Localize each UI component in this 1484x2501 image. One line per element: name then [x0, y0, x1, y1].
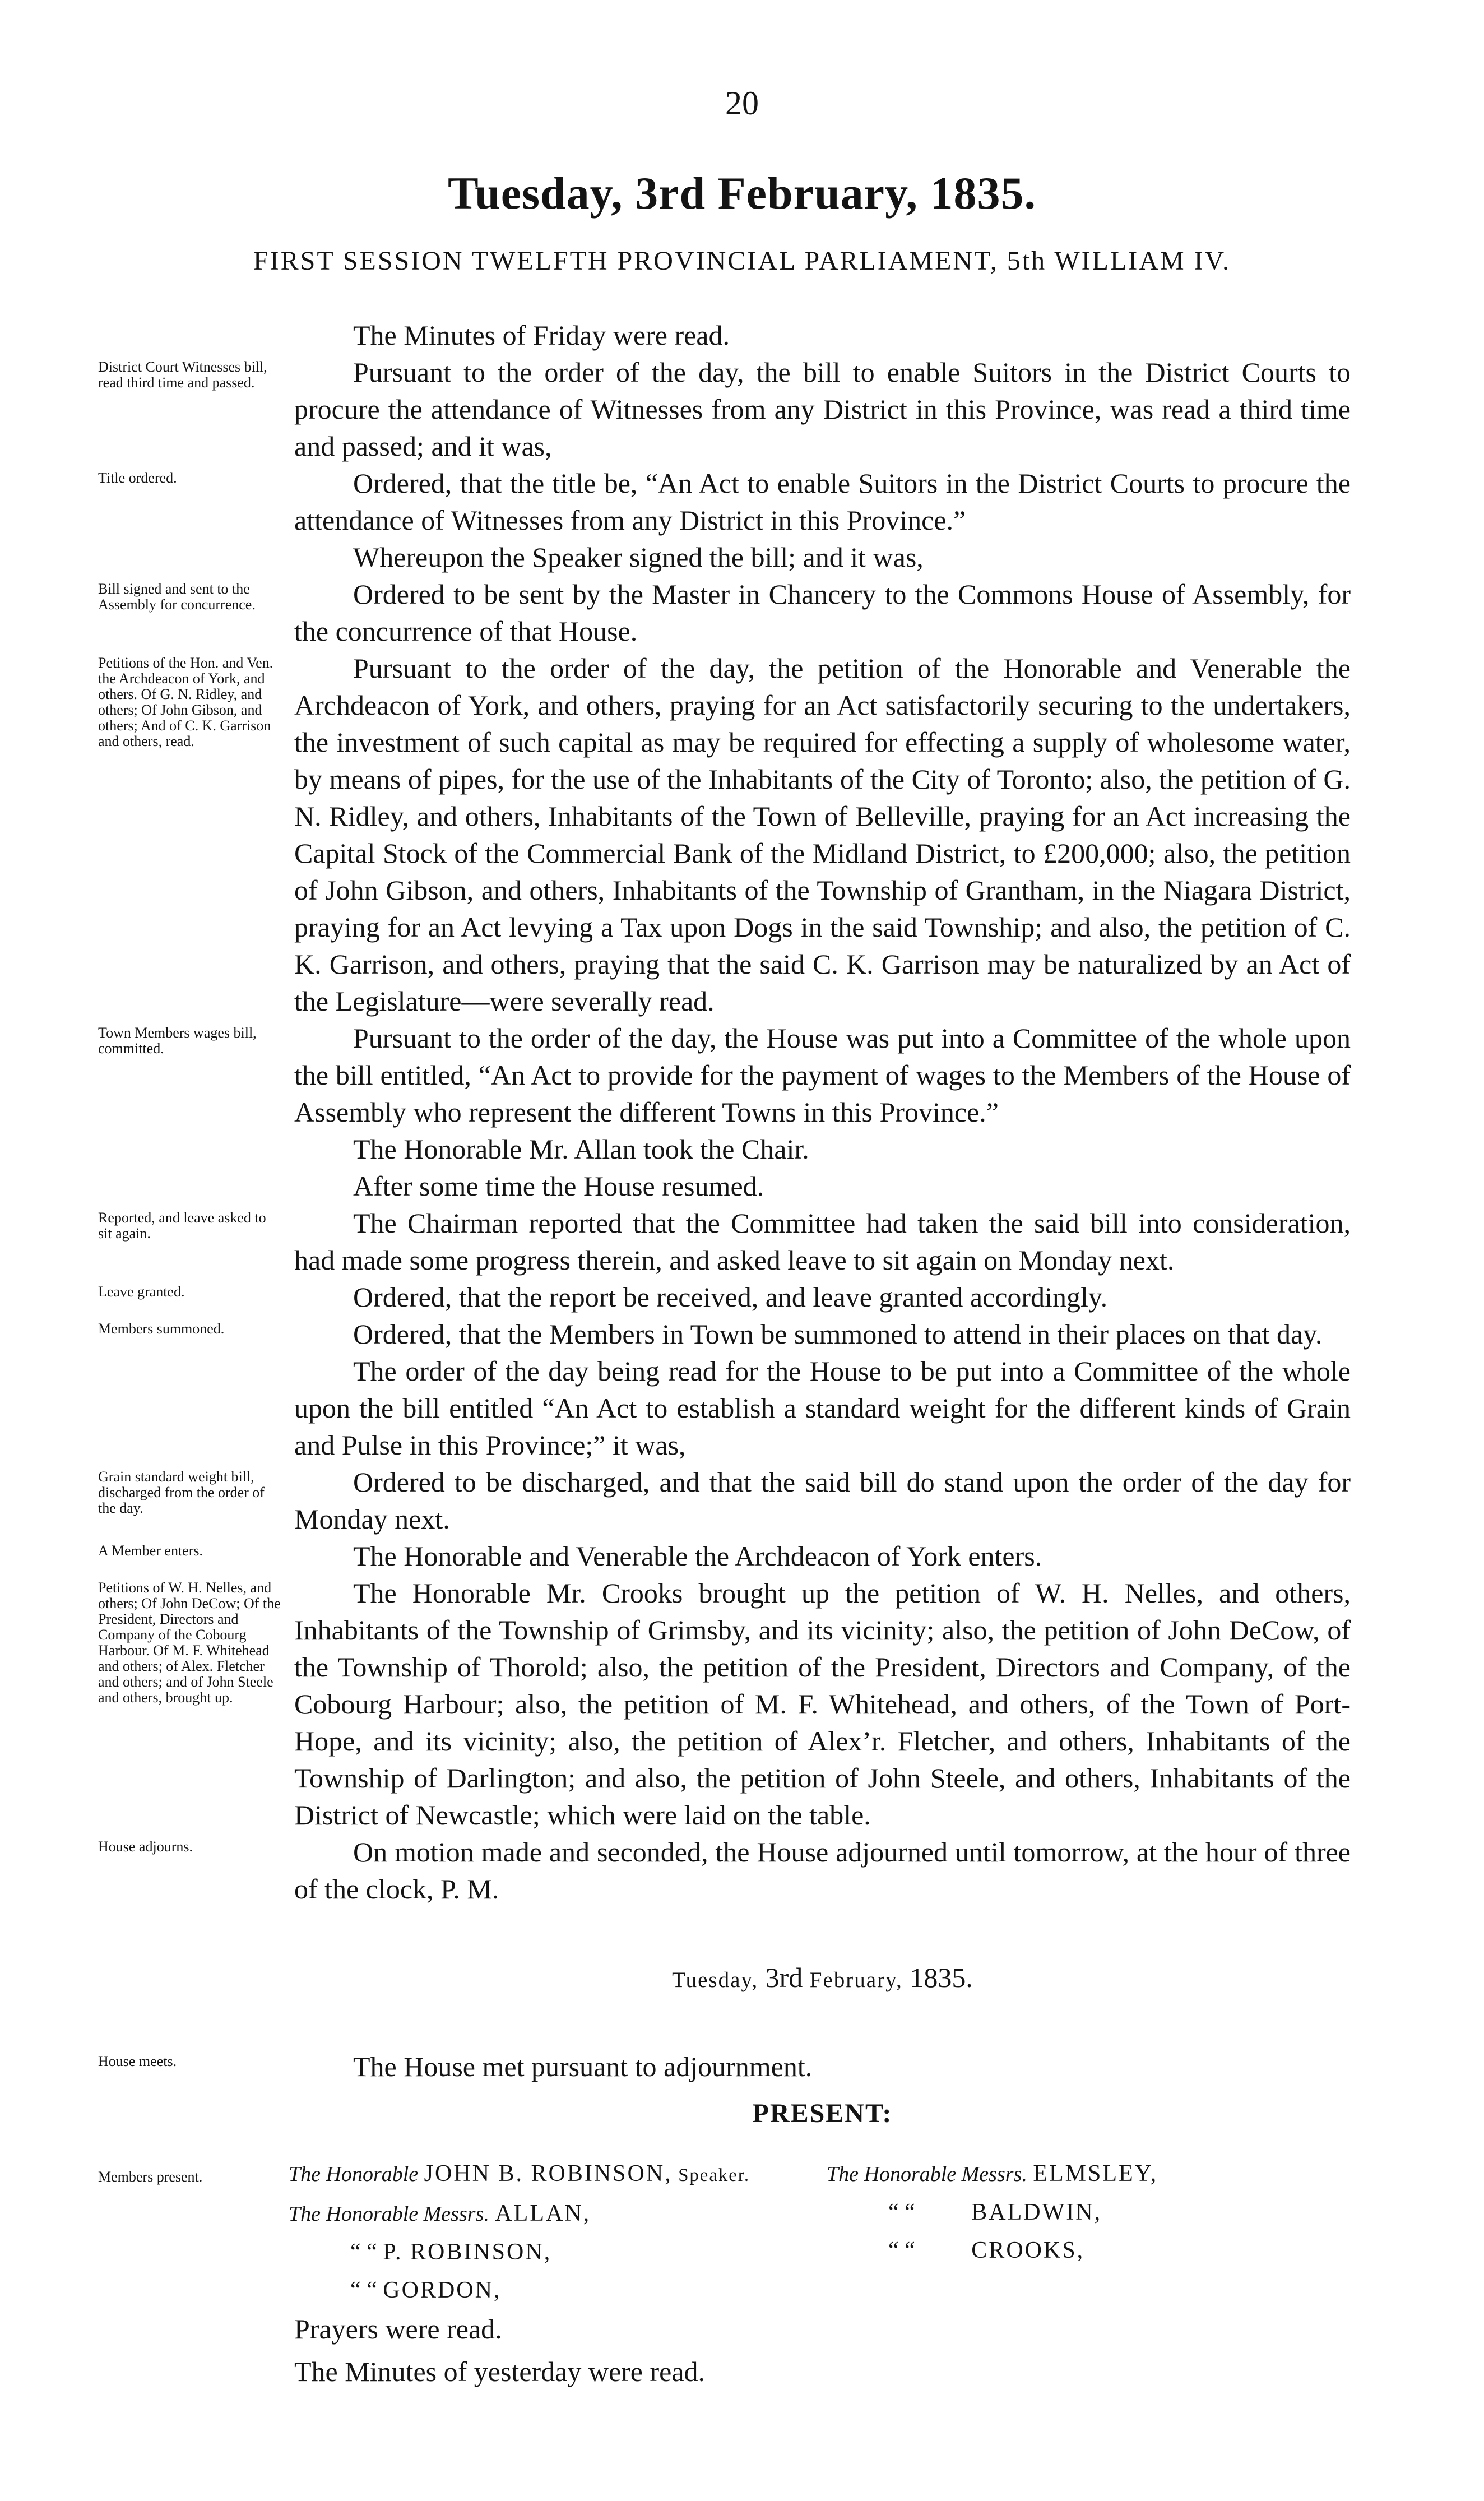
- dateline: [294, 1959, 1351, 1999]
- journal-paragraph: [98, 354, 1351, 465]
- journal-paragraph: [98, 1316, 1351, 1353]
- paragraph-text: The Honorable Mr. Allan took the Chair.: [353, 1133, 809, 1165]
- journal-paragraph: [294, 317, 1351, 354]
- dateline-day: 3rd: [765, 1962, 803, 1993]
- member-row: “ “ GORDON,: [350, 2277, 502, 2303]
- paragraph-text: Ordered, that the report be received, and leave granted accordingly.: [353, 1281, 1108, 1313]
- journal-paragraph: [98, 1833, 1351, 1907]
- member-row: The Honorable Messrs. ALLAN,: [289, 2201, 591, 2226]
- journal-paragraph: [294, 539, 1351, 576]
- margin-note: Title ordered.: [98, 470, 177, 486]
- paragraph-list: [98, 317, 1351, 1907]
- margin-note: Town Members wages bill, committed.: [98, 1025, 257, 1057]
- journal-paragraph: [98, 1205, 1351, 1279]
- members-right-column: [827, 2155, 1158, 2270]
- journal-paragraph: [98, 1537, 1351, 1574]
- journal-paragraph: [98, 1020, 1351, 1131]
- paragraph-text: The Chairman reported that the Committee had taken the said bill into consideration, had made some progress therein, and asked leave to sit again on Monday next.: [294, 1207, 1351, 1276]
- member-row: “ “ BALDWIN,: [888, 2199, 1102, 2225]
- margin-note: District Court Witnesses bill, read third time and passed.: [98, 359, 267, 391]
- paragraph-text: The House met pursuant to adjournment.: [353, 2051, 813, 2082]
- margin-note: Petitions of the Hon. and Ven. the Archdeacon of York, and others. Of G. N. Ridley, and others; Of John Gibson, and others; And of C. K. Garrison and others, read.: [98, 655, 273, 749]
- members-present-list: [98, 2155, 1351, 2303]
- members-left-column: [289, 2155, 750, 2309]
- margin-note: Members present.: [98, 2169, 203, 2185]
- journal-paragraph: [294, 1353, 1351, 1463]
- paragraph-text: The order of the day being read for the House to be put into a Committee of the whole upon the bill entitled “An Act to establish a standard weight for the different kinds of Grain and Pulse in this Province;” it was,: [294, 1355, 1351, 1461]
- paragraph-text: Pursuant to the order of the day, the petition of the Honorable and Venerable the Archdeacon of York, and others, praying for an Act satisfactorily securing to the undertakers, the investment of such capital as may be required for effecting a supply of wholesome water, by means of pipes, for the use of the Inhabitants of the City of Toronto; also, the petition of G. N. Ridley, and others, Inhabitants of the Town of Belleville, praying for an Act increasing the Capital Stock of the Commercial Bank of the Midland District, to £200,000; also, the petition of John Gibson, and others, Inhabitants of the Township of Grantham, in the Niagara District, praying for an Act levying a Tax upon Dogs in the said Township; and also, the petition of C. K. Garrison, and others, praying that the said C. K. Garrison may be naturalized by an Act of the Legislature—were severally read.: [294, 652, 1351, 1017]
- minutes-read-line: The Minutes of yesterday were read.: [294, 2356, 706, 2387]
- journal-paragraph: [294, 1168, 1351, 1205]
- margin-note: Members summoned.: [98, 1321, 225, 1337]
- margin-note: A Member enters.: [98, 1543, 203, 1559]
- journal-paragraph: [98, 1463, 1351, 1537]
- house-meets-paragraph: [98, 2048, 1351, 2085]
- session-heading: FIRST SESSION TWELFTH PROVINCIAL PARLIAMENT, 5th WILLIAM IV.: [253, 246, 1231, 276]
- page-title: Tuesday, 3rd February, 1835.: [447, 168, 1037, 219]
- paragraph-text: Whereupon the Speaker signed the bill; and it was,: [353, 541, 924, 573]
- journal-paragraph: [98, 1279, 1351, 1316]
- journal-paragraph: [294, 1131, 1351, 1168]
- margin-note: Leave granted.: [98, 1284, 185, 1300]
- journal-paragraph: [98, 576, 1351, 650]
- dateline-weekday: Tuesday,: [672, 1968, 759, 1992]
- dateline-year: 1835.: [910, 1962, 973, 1993]
- present-heading: PRESENT:: [752, 2099, 893, 2128]
- dateline-month: February,: [809, 1968, 903, 1992]
- journal-paragraph: [98, 1574, 1351, 1833]
- margin-note: House meets.: [98, 2053, 177, 2069]
- paragraph-text: The Honorable and Venerable the Archdeacon of York enters.: [353, 1540, 1042, 1572]
- prayers-line: Prayers were read.: [294, 2313, 502, 2345]
- paragraph-text: On motion made and seconded, the House adjourned until tomorrow, at the hour of three of the clock, P. M.: [294, 1836, 1351, 1905]
- paragraph-text: Ordered, that the title be, “An Act to enable Suitors in the District Courts to procure the attendance of Witnesses from any District in this Province.”: [294, 467, 1351, 536]
- paragraph-text: Pursuant to the order of the day, the House was put into a Committee of the whole upon the bill entitled, “An Act to provide for the payment of wages to the Members of the House of Assembly who represent the different Towns in this Province.”: [294, 1022, 1351, 1128]
- page-number: 20: [725, 85, 759, 122]
- member-row: The Honorable Messrs. ELMSLEY,: [827, 2161, 1158, 2187]
- paragraph-text: After some time the House resumed.: [353, 1170, 764, 1202]
- member-row: “ “ P. ROBINSON,: [350, 2239, 552, 2265]
- margin-note: Petitions of W. H. Nelles, and others; Of John DeCow; Of the President, Directors and Company of the Cobourg Harbour. Of M. F. Whitehead and others; of Alex. Fletcher and others; and of John Steele and others, brought up.: [98, 1580, 281, 1706]
- margin-note: Reported, and leave asked to sit again.: [98, 1210, 266, 1242]
- paragraph-text: The Honorable Mr. Crooks brought up the petition of W. H. Nelles, and others, Inhabitants of the Township of Grimsby, and its vicinity; also, the petition of John DeCow, of the Township of Thorold; also, the petition of the President, Directors and Company, of the Cobourg Harbour; also, the petition of M. F. Whitehead, and others, of the Town of Port-Hope, and its vicinity; also, the petition of Alex’r. Fletcher, and others, Inhabitants of the Township of Darlington; and also, the petition of John Steele, and others, Inhabitants of the District of Newcastle; which were laid on the table.: [294, 1577, 1351, 1831]
- journal-paragraph: [98, 650, 1351, 1020]
- member-row: “ “ CROOKS,: [888, 2238, 1085, 2263]
- margin-note: House adjourns.: [98, 1838, 193, 1855]
- member-row: The Honorable JOHN B. ROBINSON, Speaker.: [289, 2161, 750, 2187]
- margin-note: Bill signed and sent to the Assembly for concurrence.: [98, 581, 256, 613]
- paragraph-text: Ordered to be discharged, and that the said bill do stand upon the order of the day for Monday next.: [294, 1466, 1351, 1535]
- margin-note: Grain standard weight bill, discharged from the order of the day.: [98, 1469, 265, 1516]
- paragraph-text: Pursuant to the order of the day, the bill to enable Suitors in the District Courts to procure the attendance of Witnesses from any District in this Province, was read a third time and passed; and it was,: [294, 356, 1351, 462]
- journal-paragraph: [98, 465, 1351, 539]
- paragraph-text: The Minutes of Friday were read.: [353, 319, 730, 351]
- paragraph-text: Ordered, that the Members in Town be summoned to attend in their places on that day.: [353, 1318, 1323, 1350]
- journal-body: [98, 317, 1351, 2390]
- paragraph-text: Ordered to be sent by the Master in Chancery to the Commons House of Assembly, for the concurrence of that House.: [294, 578, 1351, 647]
